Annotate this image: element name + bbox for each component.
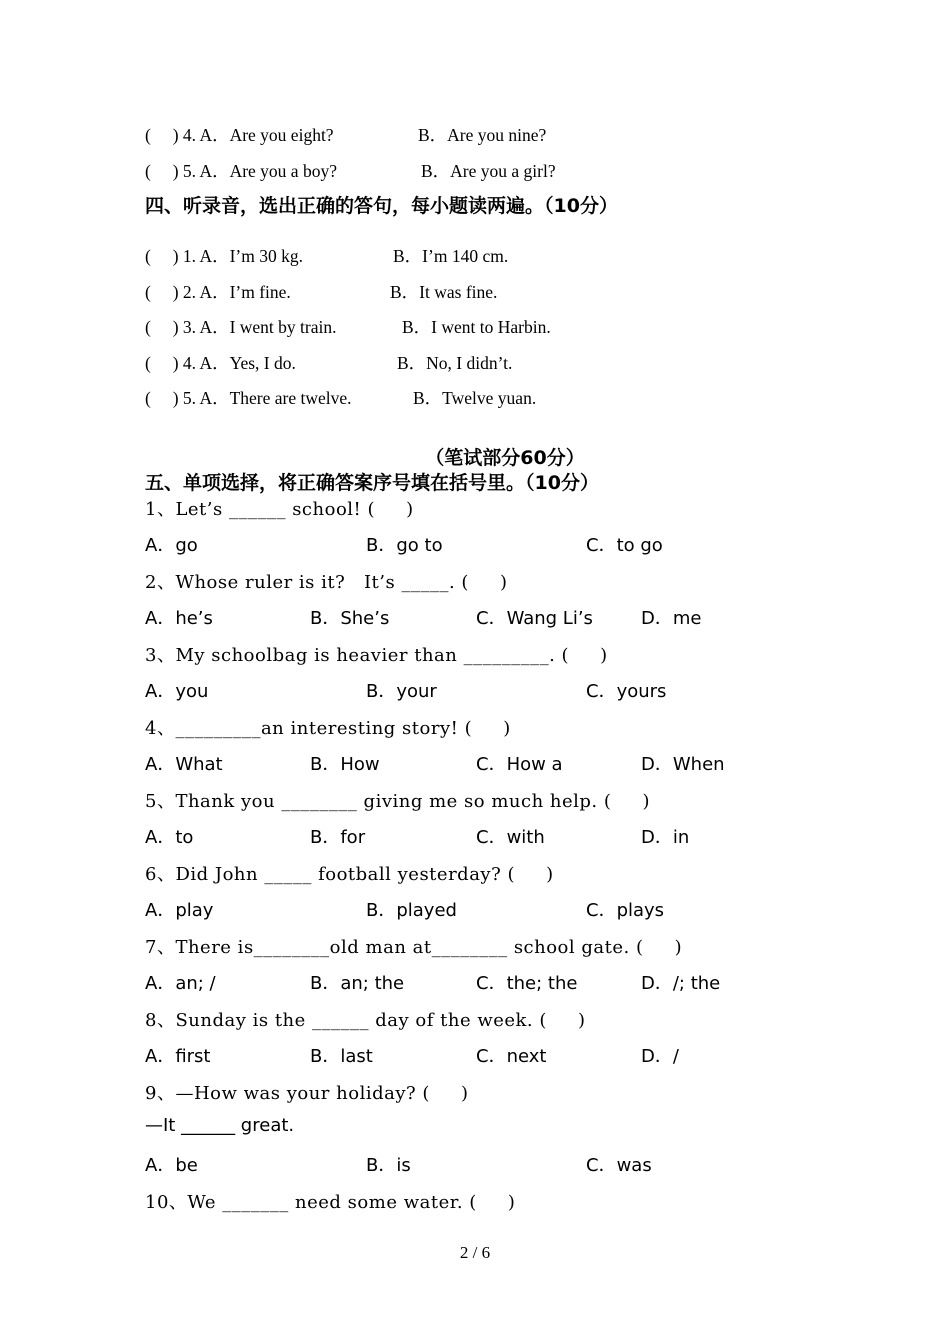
q5-5-option-a: A．to [145, 827, 194, 848]
q5-7-option-a: A．an; / [145, 973, 216, 994]
q5-10-text: 10、We _______ need some water. ( ) [145, 1192, 516, 1213]
page-number: 2 / 6 [459, 1243, 491, 1262]
q3-4-option-b: B．Are you nine? [418, 125, 547, 145]
q5-6-text: 6、Did John _____ football yesterday? ( ) [145, 864, 554, 885]
q5-7-option-c: C．the; the [476, 973, 578, 994]
q5-1-text: 1、Let’s ______ school! ( ) [145, 499, 414, 520]
q3-5-option-b: B．Are you a girl? [421, 161, 556, 181]
q5-3-option-c: C．yours [586, 681, 667, 702]
q4-5-text: ( ) 5. A．There are twelve. [145, 388, 352, 408]
q5-5-text: 5、Thank you ________ giving me so much help. ( ) [145, 791, 651, 812]
q5-2-option-d: D．me [641, 608, 702, 629]
q4-2-option-b: B．It was fine. [390, 282, 498, 302]
q5-9-option-b: B．is [366, 1155, 411, 1176]
written-part-heading: （笔试部分60分） [425, 447, 585, 469]
q5-2-option-b: B．She’s [310, 608, 390, 629]
q4-4-option-b: B．No, I didn’t. [397, 353, 513, 373]
q3-5-text: ( ) 5. A．Are you a boy? [145, 161, 337, 181]
q5-9-option-c: C．was [586, 1155, 652, 1176]
q5-8-option-a: A．first [145, 1046, 211, 1067]
q5-4-text: 4、_________an interesting story! ( ) [145, 718, 511, 739]
q5-1-option-a: A．go [145, 535, 198, 556]
q5-8-option-c: C．next [476, 1046, 547, 1067]
q5-6-option-c: C．plays [586, 900, 665, 921]
q5-5-option-d: D．in [641, 827, 690, 848]
q4-3-text: ( ) 3. A．I went by train. [145, 317, 337, 337]
q5-7-option-d: D．/; the [641, 973, 721, 994]
q4-2-text: ( ) 2. A．I’m fine. [145, 282, 291, 302]
q5-7-option-b: B．an; the [310, 973, 405, 994]
q5-9-option-a: A．be [145, 1155, 198, 1176]
q5-8-text: 8、Sunday is the ______ day of the week. ( ) [145, 1010, 586, 1031]
section4-title: 四、听录音，选出正确的答句，每小题读两遍。（10分） [145, 195, 618, 217]
q5-2-option-c: C．Wang Li’s [476, 608, 593, 629]
q5-9-text: 9、—How was your holiday? ( ) [145, 1083, 469, 1104]
q5-2-option-a: A．he’s [145, 608, 213, 629]
q5-1-option-c: C．to go [586, 535, 663, 556]
q5-3-text: 3、My schoolbag is heavier than _________. ( ) [145, 645, 608, 666]
q5-6-option-a: A．play [145, 900, 214, 921]
q5-8-option-d: D．/ [641, 1046, 679, 1067]
q5-5-option-c: C．with [476, 827, 545, 848]
q5-9-sub-text: —It ______ great. [145, 1115, 295, 1136]
q3-4-text: ( ) 4. A．Are you eight? [145, 125, 334, 145]
q5-4-option-b: B．How [310, 754, 380, 775]
section5-title: 五、单项选择，将正确答案序号填在括号里。（10分） [145, 472, 599, 494]
q4-5-option-b: B．Twelve yuan. [413, 388, 537, 408]
q5-4-option-d: D．When [641, 754, 725, 775]
q4-1-text: ( ) 1. A．I’m 30 kg. [145, 246, 303, 266]
q4-4-text: ( ) 4. A．Yes, I do. [145, 353, 296, 373]
q5-5-option-b: B．for [310, 827, 366, 848]
q5-1-option-b: B．go to [366, 535, 443, 556]
q5-7-text: 7、There is________old man at________ school gate. ( ) [145, 937, 683, 958]
q5-4-option-a: A．What [145, 754, 223, 775]
q5-2-text: 2、Whose ruler is it? It’s _____. ( ) [145, 572, 508, 593]
q5-4-option-c: C．How a [476, 754, 563, 775]
q4-1-option-b: B．I’m 140 cm. [393, 246, 509, 266]
q5-3-option-b: B．your [366, 681, 437, 702]
q5-8-option-b: B．last [310, 1046, 373, 1067]
q4-3-option-b: B．I went to Harbin. [402, 317, 551, 337]
q5-3-option-a: A．you [145, 681, 209, 702]
q5-6-option-b: B．played [366, 900, 457, 921]
